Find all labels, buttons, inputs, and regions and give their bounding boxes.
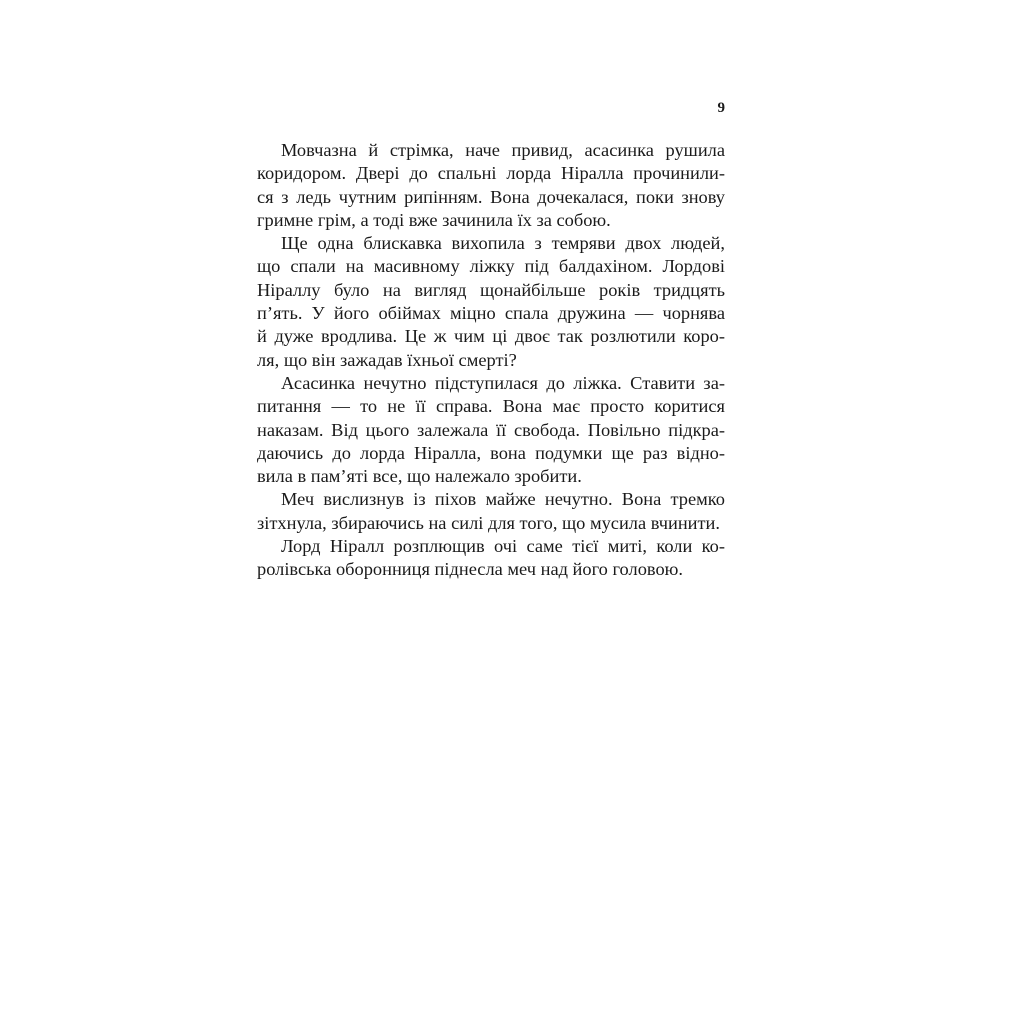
text-line: п’ять. У його обіймах міцно спала дружина — чорнява — [257, 303, 725, 324]
text-line: ля, що він зажадав їхньої смерті? — [257, 349, 517, 370]
paragraph-first-line: Лорд Ніралл розплющив очі саме тієї миті, коли ко- — [281, 536, 725, 557]
text-line: й дуже вродлива. Це ж чим ці двоє так розлютили коро- — [257, 326, 725, 347]
text-line: гримне грім, а тоді вже зачинила їх за собою. — [257, 209, 611, 230]
body-text — [257, 139, 725, 582]
text-line: ся з ледь чутним рипінням. Вона дочекалася, поки знову — [257, 186, 725, 207]
text-line: питання — то не її справа. Вона має просто коритися — [257, 396, 725, 417]
text-line: даючись до лорда Ніралла, вона подумки ще раз відно- — [257, 442, 725, 463]
text-line: Ніраллу було на вигляд щонайбільше років тридцять — [257, 279, 725, 300]
paragraph-first-line: Мовчазна й стрімка, наче привид, асасинка рушила — [281, 140, 725, 160]
page-number: 9 — [717, 100, 725, 116]
text-line: наказам. Від цього залежала її свобода. Повільно підкра- — [257, 419, 725, 440]
text-line: коридором. Двері до спальні лорда Ніралла прочинили- — [257, 163, 725, 184]
text-line: що спали на масивному ліжку під балдахіном. Лордові — [257, 256, 725, 277]
paragraph-first-line: Ще одна блискавка вихопила з темряви двох людей, — [281, 233, 725, 254]
text-line: вила в пам’яті все, що належало зробити. — [257, 466, 582, 487]
text-line: зітхнула, збираючись на силі для того, що мусила вчинити. — [257, 512, 720, 533]
text-line: ролівська оборонниця піднесла меч над його головою. — [257, 559, 683, 580]
paragraph-first-line: Меч вислизнув із піхов майже нечутно. Вона тремко — [281, 489, 725, 510]
paragraph-first-line: Асасинка нечутно підступилася до ліжка. Ставити за- — [281, 372, 725, 393]
